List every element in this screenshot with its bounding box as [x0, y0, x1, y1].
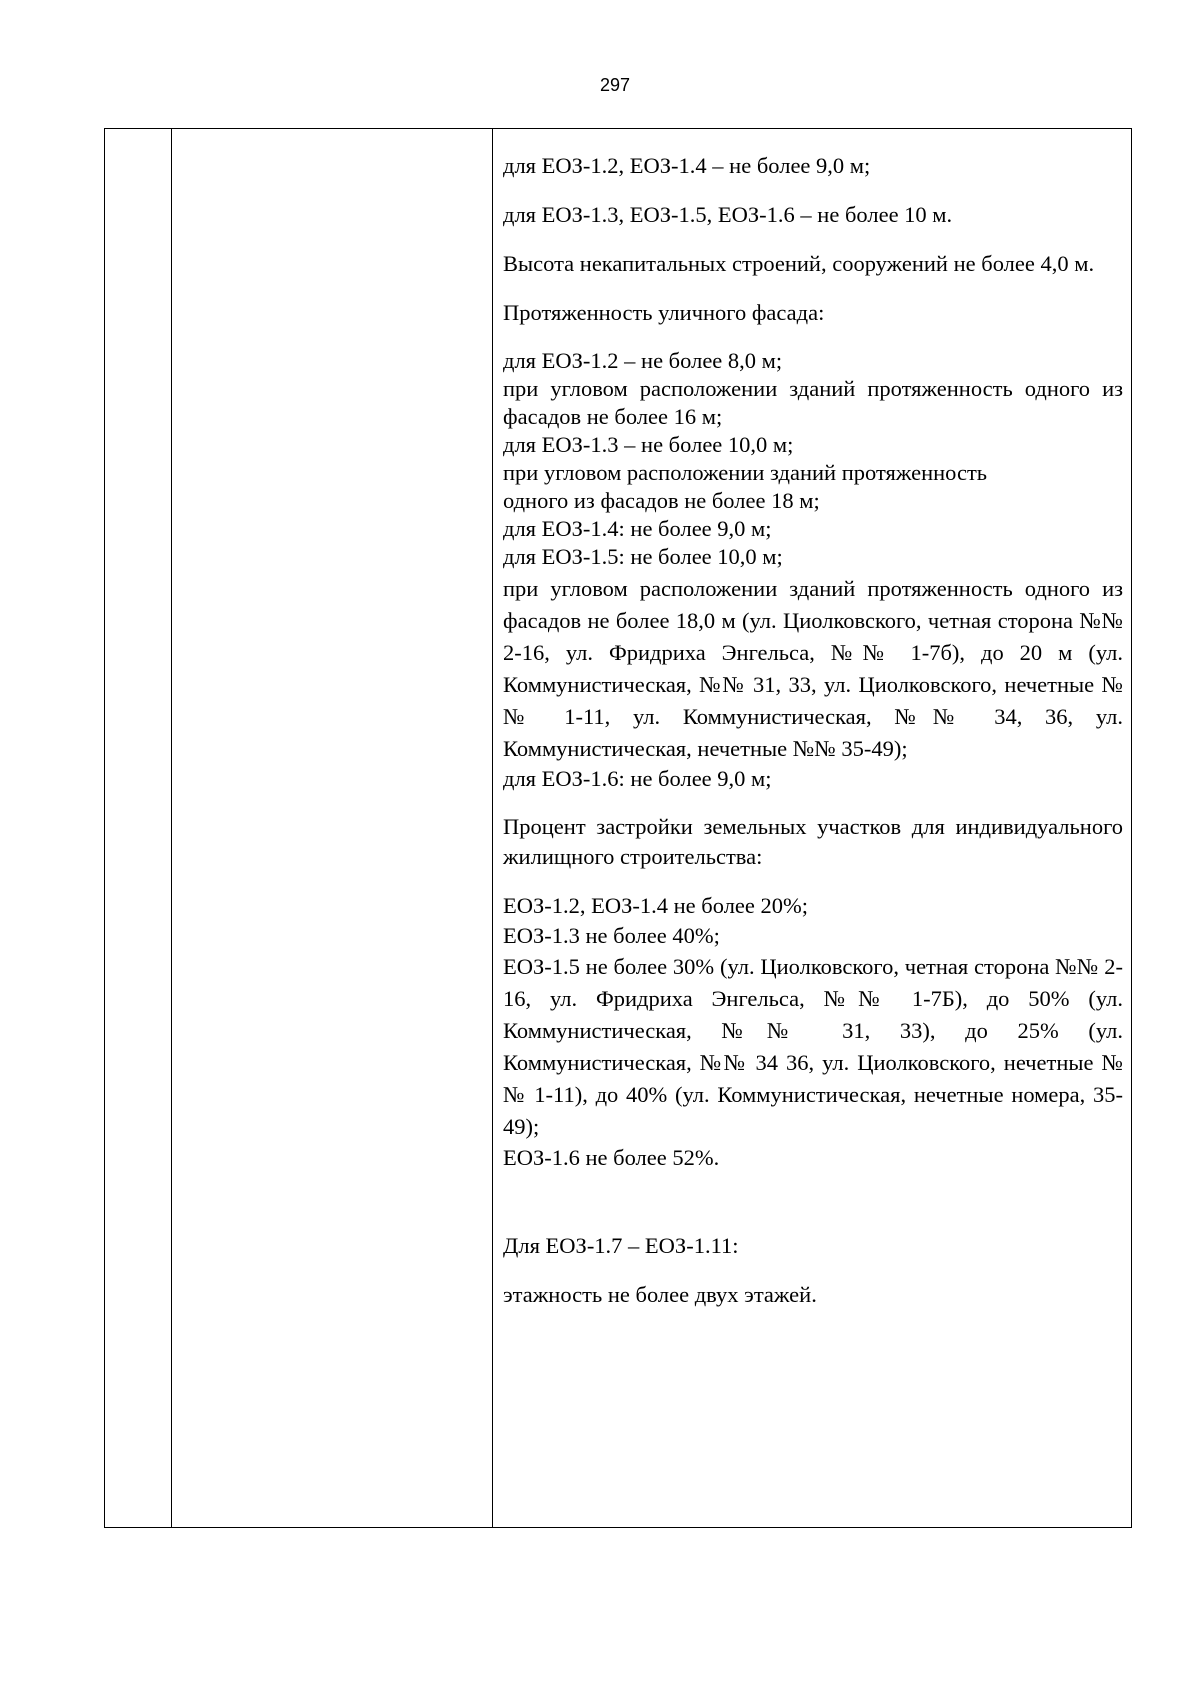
coverage-paragraph: ЕОЗ-1.5 не более 30% (ул. Циолковского, четная сторона №№ 2-16, ул. Фридриха Энгельса, №№ 1-7Б), до 50% (ул. Коммунистическая, №№ 31, 33), до 25% (ул. Коммунистическая, №№ 34 36, ул. Циолковского, нечетные №№ 1-11), до 40% (ул. Коммунистическая, нечетные номера, 35-49); — [503, 954, 1123, 1139]
facade-heading: Протяженность уличного фасада: — [503, 300, 825, 325]
page-number: 297 — [599, 75, 631, 95]
facade-list — [503, 347, 1123, 571]
facade-corner-text: при угловом расположении зданий протяженность одного из фасадов не более 18,0 м (ул. Циолковского, четная сторона №№ 2-16, ул. Фридриха Энгельса, №№ 1-7б), до 20 м (ул. Коммунистическая, №№ 31, 33, ул. Циолковского, нечетные №№ 1-11, ул. Коммунистическая, №№ 34, 36, ул. Коммунистическая, нечетные №№ 35-49); — [503, 576, 1123, 761]
coverage-line: ЕОЗ-1.3 не более 40%; — [503, 923, 720, 948]
parameters-cell — [503, 151, 1123, 1329]
coverage-list — [503, 891, 1123, 951]
facade-line: для ЕОЗ-1.4: не более 9,0 м; — [503, 516, 772, 541]
noncapital-height: Высота некапитальных строений, сооружений не более 4,0 м. — [503, 251, 1095, 276]
facade-line: для ЕОЗ-1.2 – не более 8,0 м; — [503, 348, 783, 373]
facade-line: одного из фасадов не более 18 м; — [503, 488, 820, 513]
height-line-1: для ЕОЗ-1.2, ЕОЗ-1.4 – не более 9,0 м; — [503, 153, 871, 178]
blank-space — [503, 1173, 1123, 1211]
floors-limit: этажность не более двух этажей. — [503, 1282, 817, 1307]
regulations-table — [104, 128, 1132, 1528]
column-divider-1 — [171, 129, 172, 1527]
coverage-line: ЕОЗ-1.2, ЕОЗ-1.4 не более 20%; — [503, 893, 809, 918]
facade-line: для ЕОЗ-1.3 – не более 10,0 м; — [503, 432, 794, 457]
column-divider-2 — [492, 129, 493, 1527]
height-line-2: для ЕОЗ-1.3, ЕОЗ-1.5, ЕОЗ-1.6 – не более 10 м. — [503, 202, 953, 227]
facade-line: при угловом расположении зданий протяженность — [503, 460, 988, 485]
facade-line: для ЕОЗ-1.5: не более 10,0 м; — [503, 544, 783, 569]
coverage-heading: Процент застройки земельных участков для индивидуального жилищного строительства: — [503, 814, 1123, 869]
facade-last: для ЕОЗ-1.6: не более 9,0 м; — [503, 766, 772, 791]
coverage-last: ЕОЗ-1.6 не более 52%. — [503, 1145, 720, 1170]
facade-line: при угловом расположении зданий протяженность одного из фасадов не более 16 м; — [503, 376, 1123, 429]
zones-heading: Для ЕОЗ-1.7 – ЕОЗ-1.11: — [503, 1233, 739, 1258]
